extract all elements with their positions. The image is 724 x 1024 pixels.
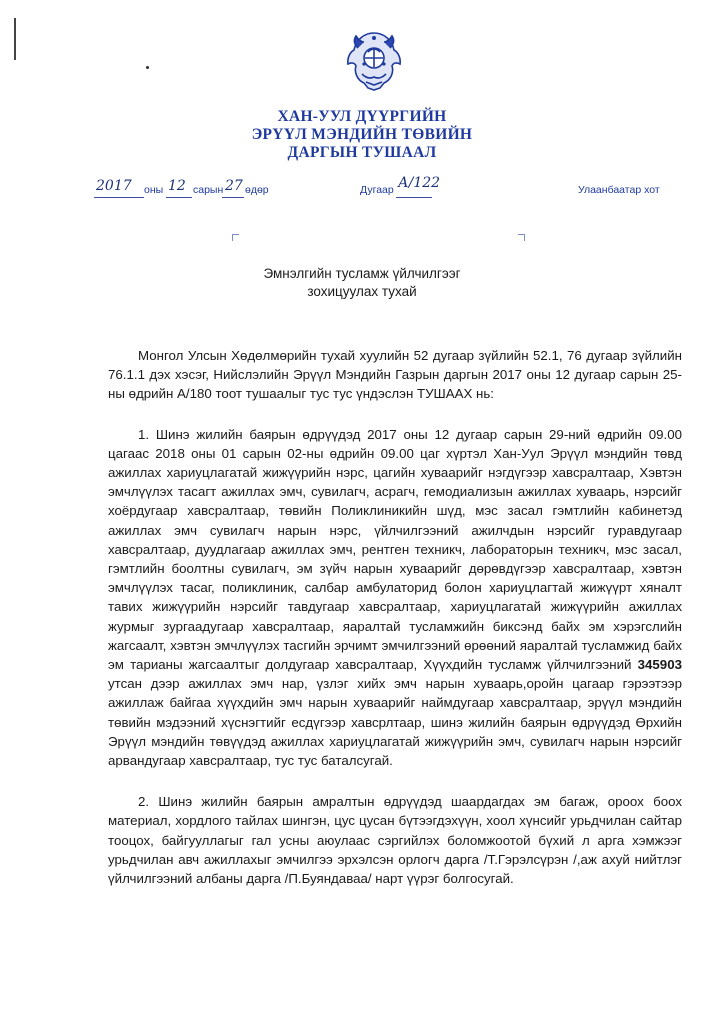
item-1-text-a: 1. Шинэ жилийн баярын өдрүүдэд 2017 оны 12 дугаар сарын 29-ний өдрийн 09.00 цагаас 2018 оны 01 сарын 02-ны өдрийн 09.00 цаг хүртэл Хан-Уул Эрүүл мэндийн төвд ажиллах хариуцлагатай жижүүрийн нэрс, цагийн хуваарийг нэгдүгээр хавсралтаар, Хэвтэн эмчлүүлэх тасагт ажиллах эмч, сувилагч, асрагч, гемодиализын ажиллах хуваарь, нэрсийг хоёрдугаар хавсралтаар, төвийн Поликлиникийн шүд, мэс засал гэмтлийн кабинетэд ажиллах эмч сувилагч нарын нэрс, үйлчилгээний ажилчдын нэрсийг гуравдугаар хавсралтаар, дуудлагаар ажиллах эмч, рентген техникч, лабораторын техникч, мэс засал, гэмтлийн боолтны сувилагч, эм зүйч нарын хуваарийг дөрөвдүгээр хавсралтаар, хэвтэн эмчлүүлэх тасаг, поликлиник, салбар амбулаторид болон хариуцлагтай жижүүрт хяналт тавих жижүүрийн нэрсийг тавдугаар хавсралтаар, хариуцлагатай жижүүрийн ажиллах журмыг зургаадугаар хавсралтаар, яаралтай тусламжийн биксэнд байх эм хэрэгслийн жагсаалт, хэвтэн эмчлүүлэх тасгийн эрчимт эмчилгээний өрөөний яаралтай тусламжид байх эм тарианы жагсаалтыг долдугаар хавсралтаар, Хүүхдийн тусламж үйлчилгээний <box>108 426 682 673</box>
corner-mark-right <box>518 234 525 241</box>
phone-number: 345903 <box>637 657 682 673</box>
document-body <box>108 346 682 888</box>
order-number: А/122 <box>398 175 441 191</box>
item-1-text-b: утсан дээр ажиллах эмч нар, үзлэг хийх эмч нарын хуваарь,оройн цагаар гэрээтээр ажиллаж байгаа хүүхдийн эмч нарын хуваарийг наймдугаар хавсралтаар, эрүүл мэндийн төвийн мэдээний хүснэгтийг есдүгээр хавсрлтаар, шинэ жилийн баярын өдрүүдэд Өрхийн Эрүүл мэндийн төвүүдэд ажиллах хариуцлагатай жижүүрийн эмч, сувилагч нарын нэрсийг арвандугаар хавсралтаар, тус тус баталсугай. <box>108 676 682 769</box>
date-year: 2017 <box>96 178 132 194</box>
corner-mark-left <box>232 234 239 241</box>
date-day: 27 <box>225 178 243 194</box>
org-name-line1: ХАН-УУЛ ДҮҮРГИЙН <box>277 108 447 125</box>
city-label: Улаанбаатар хот <box>578 184 660 196</box>
doc-title-line2: зохицуулах тухай <box>307 284 417 299</box>
date-year-suffix: оны <box>144 184 164 196</box>
order-title-line: ДАРГЫН ТУШААЛ <box>287 144 437 161</box>
date-month: 12 <box>168 178 186 194</box>
preamble-paragraph: Монгол Улсын Хөдөлмөрийн тухай хуулийн 52 дугаар зүйлийн 52.1, 76 дугаар зүйлийн 76.1.1 дэх хэсэг, Нийслэлийн Эрүүл Мэндийн Газрын даргын 2017 оны 12 дугаар сарын 25-ны өдрийн А/180 тоот тушаалыг тус тус үндэслэн ТУШААХ нь: <box>108 348 682 402</box>
doc-title-line1: Эмнэлгийн тусламж үйлчилгээг <box>263 266 461 281</box>
scan-speck <box>146 66 149 69</box>
org-name-line2: ЭРҮҮЛ МЭНДИЙН ТӨВИЙН <box>251 126 473 143</box>
date-day-suffix: өдөр <box>245 184 269 196</box>
item-1-paragraph <box>108 425 682 771</box>
state-emblem-icon <box>344 30 404 92</box>
margin-mark <box>14 18 16 60</box>
number-label: Дугаар <box>360 184 394 196</box>
item-2-paragraph: 2. Шинэ жилийн баярын амралтын өдрүүдэд шаардагдах эм багаж, ороох боох материал, хордлого тайлах шингэн, цус цусан бүтээгдэхүүн, хоол хүнсийг урьдчилан сайтар тооцох, байгууллагыг гал усны аюулаас сэргийлэх боломжоотой бүхий л арга хэмжээг урьдчилан авч ажиллахыг эмчилгээ эрхэлсэн орлогч дарга /Т.Гэрэлсүрэн /,аж ахуй нийтлэг үйлчилгээний албаны дарга /П.Буяндаваа/ нарт үүрэг болгосугай. <box>108 794 682 887</box>
date-month-suffix: сарын <box>193 184 224 196</box>
